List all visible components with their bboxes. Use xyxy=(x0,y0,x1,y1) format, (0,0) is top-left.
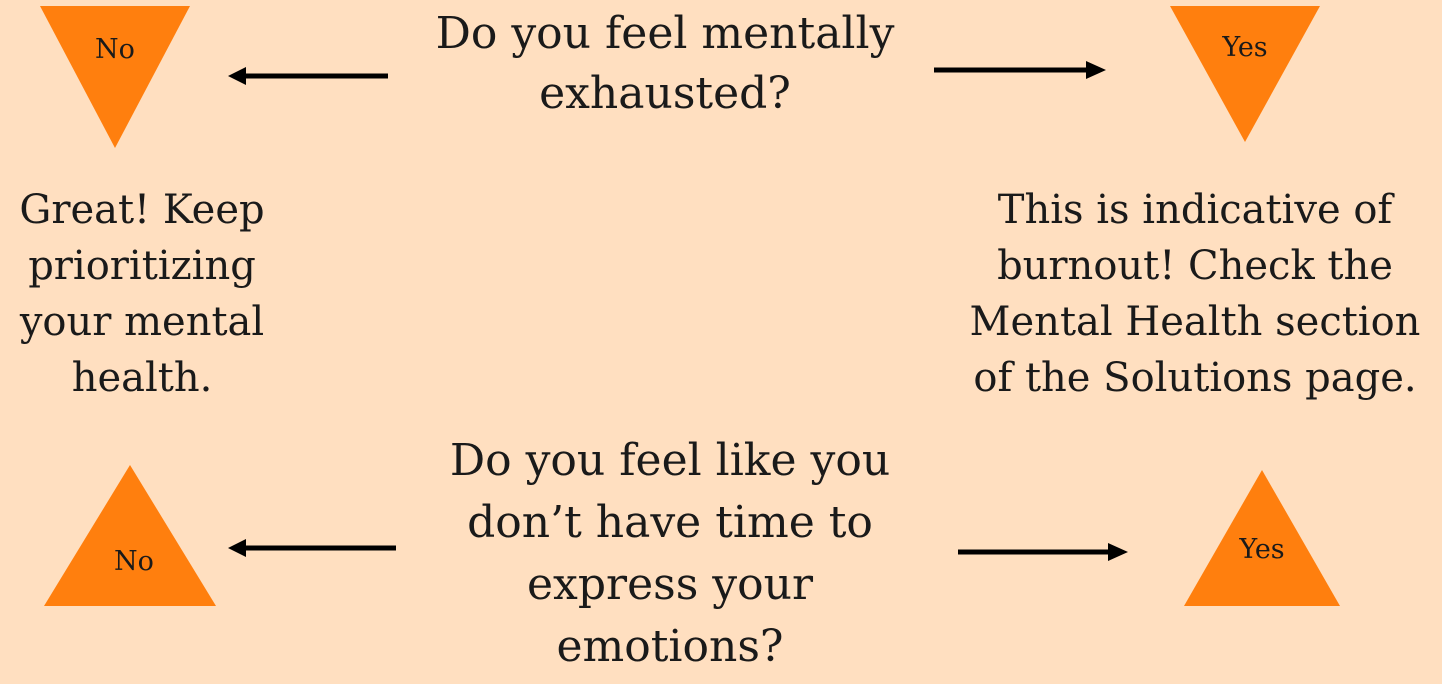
question-top-line-2: exhausted? xyxy=(539,68,791,119)
answer-bottom-right: Yes xyxy=(1239,534,1285,565)
outcome-yes-line-2: burnout! Check the xyxy=(997,243,1393,289)
question-bottom-line-1: Do you feel like you xyxy=(449,435,891,486)
question-bottom-line-4: emotions? xyxy=(556,621,784,672)
outcome-no-line-2: prioritizing xyxy=(28,243,256,289)
answer-top-right: Yes xyxy=(1222,32,1268,63)
question-top-line-1: Do you feel mentally xyxy=(435,8,895,59)
question-bottom-line-3: express your xyxy=(527,559,813,610)
question-top xyxy=(400,4,930,124)
question-bottom xyxy=(405,430,935,678)
outcome-no-line-3: your mental xyxy=(19,299,265,345)
outcome-yes xyxy=(950,182,1440,406)
answer-bottom-left: No xyxy=(114,546,154,577)
outcome-no xyxy=(0,182,284,406)
question-bottom-line-2: don’t have time to xyxy=(467,497,873,548)
triangle-top-left xyxy=(40,6,190,148)
triangle-top-right xyxy=(1170,6,1320,142)
arrow-bottom-right xyxy=(958,540,1130,564)
arrow-top-left xyxy=(226,64,390,88)
answer-top-left: No xyxy=(95,34,135,65)
outcome-no-line-1: Great! Keep xyxy=(19,187,265,233)
outcome-yes-line-4: of the Solutions page. xyxy=(973,355,1417,401)
outcome-yes-line-3: Mental Health section xyxy=(969,299,1421,345)
triangle-bottom-left xyxy=(44,465,216,606)
outcome-yes-line-1: This is indicative of xyxy=(997,187,1393,233)
arrow-top-right xyxy=(934,58,1108,82)
arrow-bottom-left xyxy=(226,536,398,560)
outcome-no-line-4: health. xyxy=(71,355,213,401)
